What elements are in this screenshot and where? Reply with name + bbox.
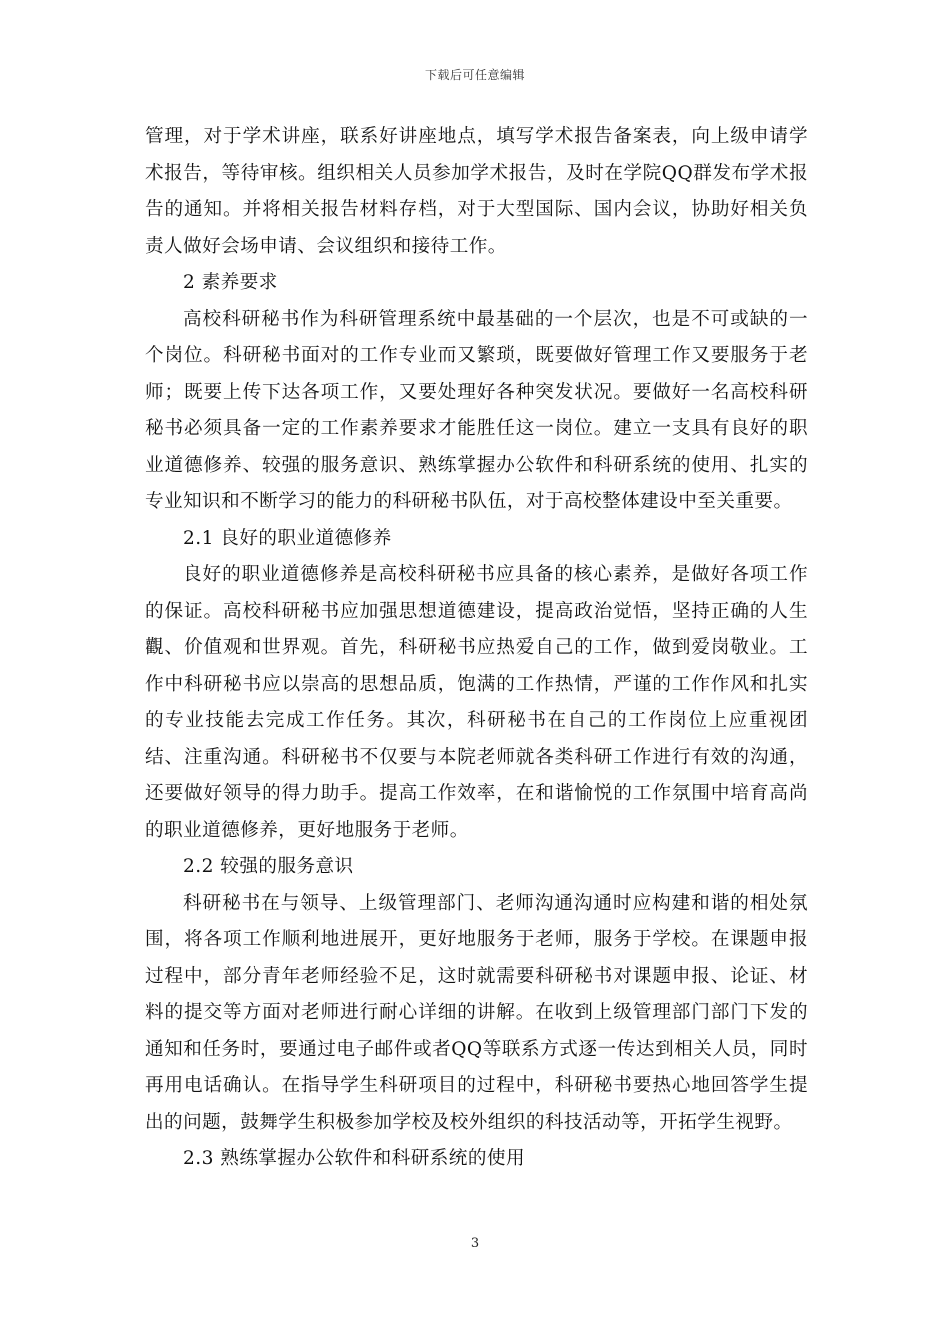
subsection-heading-2-3: 2.3 熟练掌握办公软件和科研系统的使用 <box>183 1148 525 1169</box>
paragraph-2: 高校科研秘书作为科研管理系统中最基础的一个层次，也是不可或缺的一个岗位。科研秘书面对的工作专业而又繁琐，既要做好管理工作又要服务于老师；既要上传下达各项工作，又要处理好各种突发状况。要做好一名高校科研秘书必须具备一定的工作素养要求才能胜任这一岗位。建立一支具有良好的职业道德修养、较强的服务意识、熟练掌握办公软件和科研系统的使用、扎实的专业知识和不断学习的能力的科研秘书队伍，对于高校整体建设中至关重要。 <box>145 308 808 512</box>
document-body <box>145 119 808 1178</box>
subsection-heading-2-2: 2.2 较强的服务意识 <box>183 856 354 877</box>
section-heading-2: 2 素养要求 <box>183 272 278 293</box>
subsection-heading-2-1: 2.1 良好的职业道德修养 <box>183 527 392 549</box>
paragraph-1: 管理，对于学术讲座，联系好讲座地点，填写学术报告备案表，向上级申请学术报告，等待审核。组织相关人员参加学术报告，及时在学院QQ群发布学术报告的通知。并将相关报告材料存档，对于大型国际、国内会议，协助好相关负责人做好会场申请、会议组织和接待工作。 <box>145 126 808 257</box>
page-number: 3 <box>470 1236 480 1251</box>
paragraph-4: 科研秘书在与领导、上级管理部门、老师沟通沟通时应构建和谐的相处氛围，将各项工作顺利地进展开，更好地服务于老师，服务于学校。在课题申报过程中，部分青年老师经验不足，这时就需要科研秘书对课题申报、论证、材料的提交等方面对老师进行耐心详细的讲解。在收到上级管理部门部门下发的通知和任务时，要通过电子邮件或者QQ等联系方式逐一传达到相关人员，同时再用电话确认。在指导学生科研项目的过程中，科研秘书要热心地回答学生提出的问题，鼓舞学生积极参加学校及校外组织的科技活动等，开拓学生视野。 <box>145 892 808 1133</box>
page-header: 下载后可任意编辑 <box>424 68 525 82</box>
paragraph-3: 良好的职业道德修养是高校科研秘书应具备的核心素养，是做好各项工作的保证。高校科研秘书应加强思想道德建设，提高政治觉悟，坚持正确的人生觀、价值观和世界观。首先，科研秘书应热爱自己的工作，做到爱岗敬业。工作中科研秘书应以崇高的思想品质，饱满的工作热情，严谨的工作作风和扎实的专业技能去完成工作任务。其次，科研秘书在自己的工作岗位上应重视团结、注重沟通。科研秘书不仅要与本院老师就各类科研工作进行有效的沟通，还要做好领导的得力助手。提高工作效率，在和谐愉悦的工作氛围中培育高尚的职业道德修养，更好地服务于老师。 <box>145 564 808 841</box>
